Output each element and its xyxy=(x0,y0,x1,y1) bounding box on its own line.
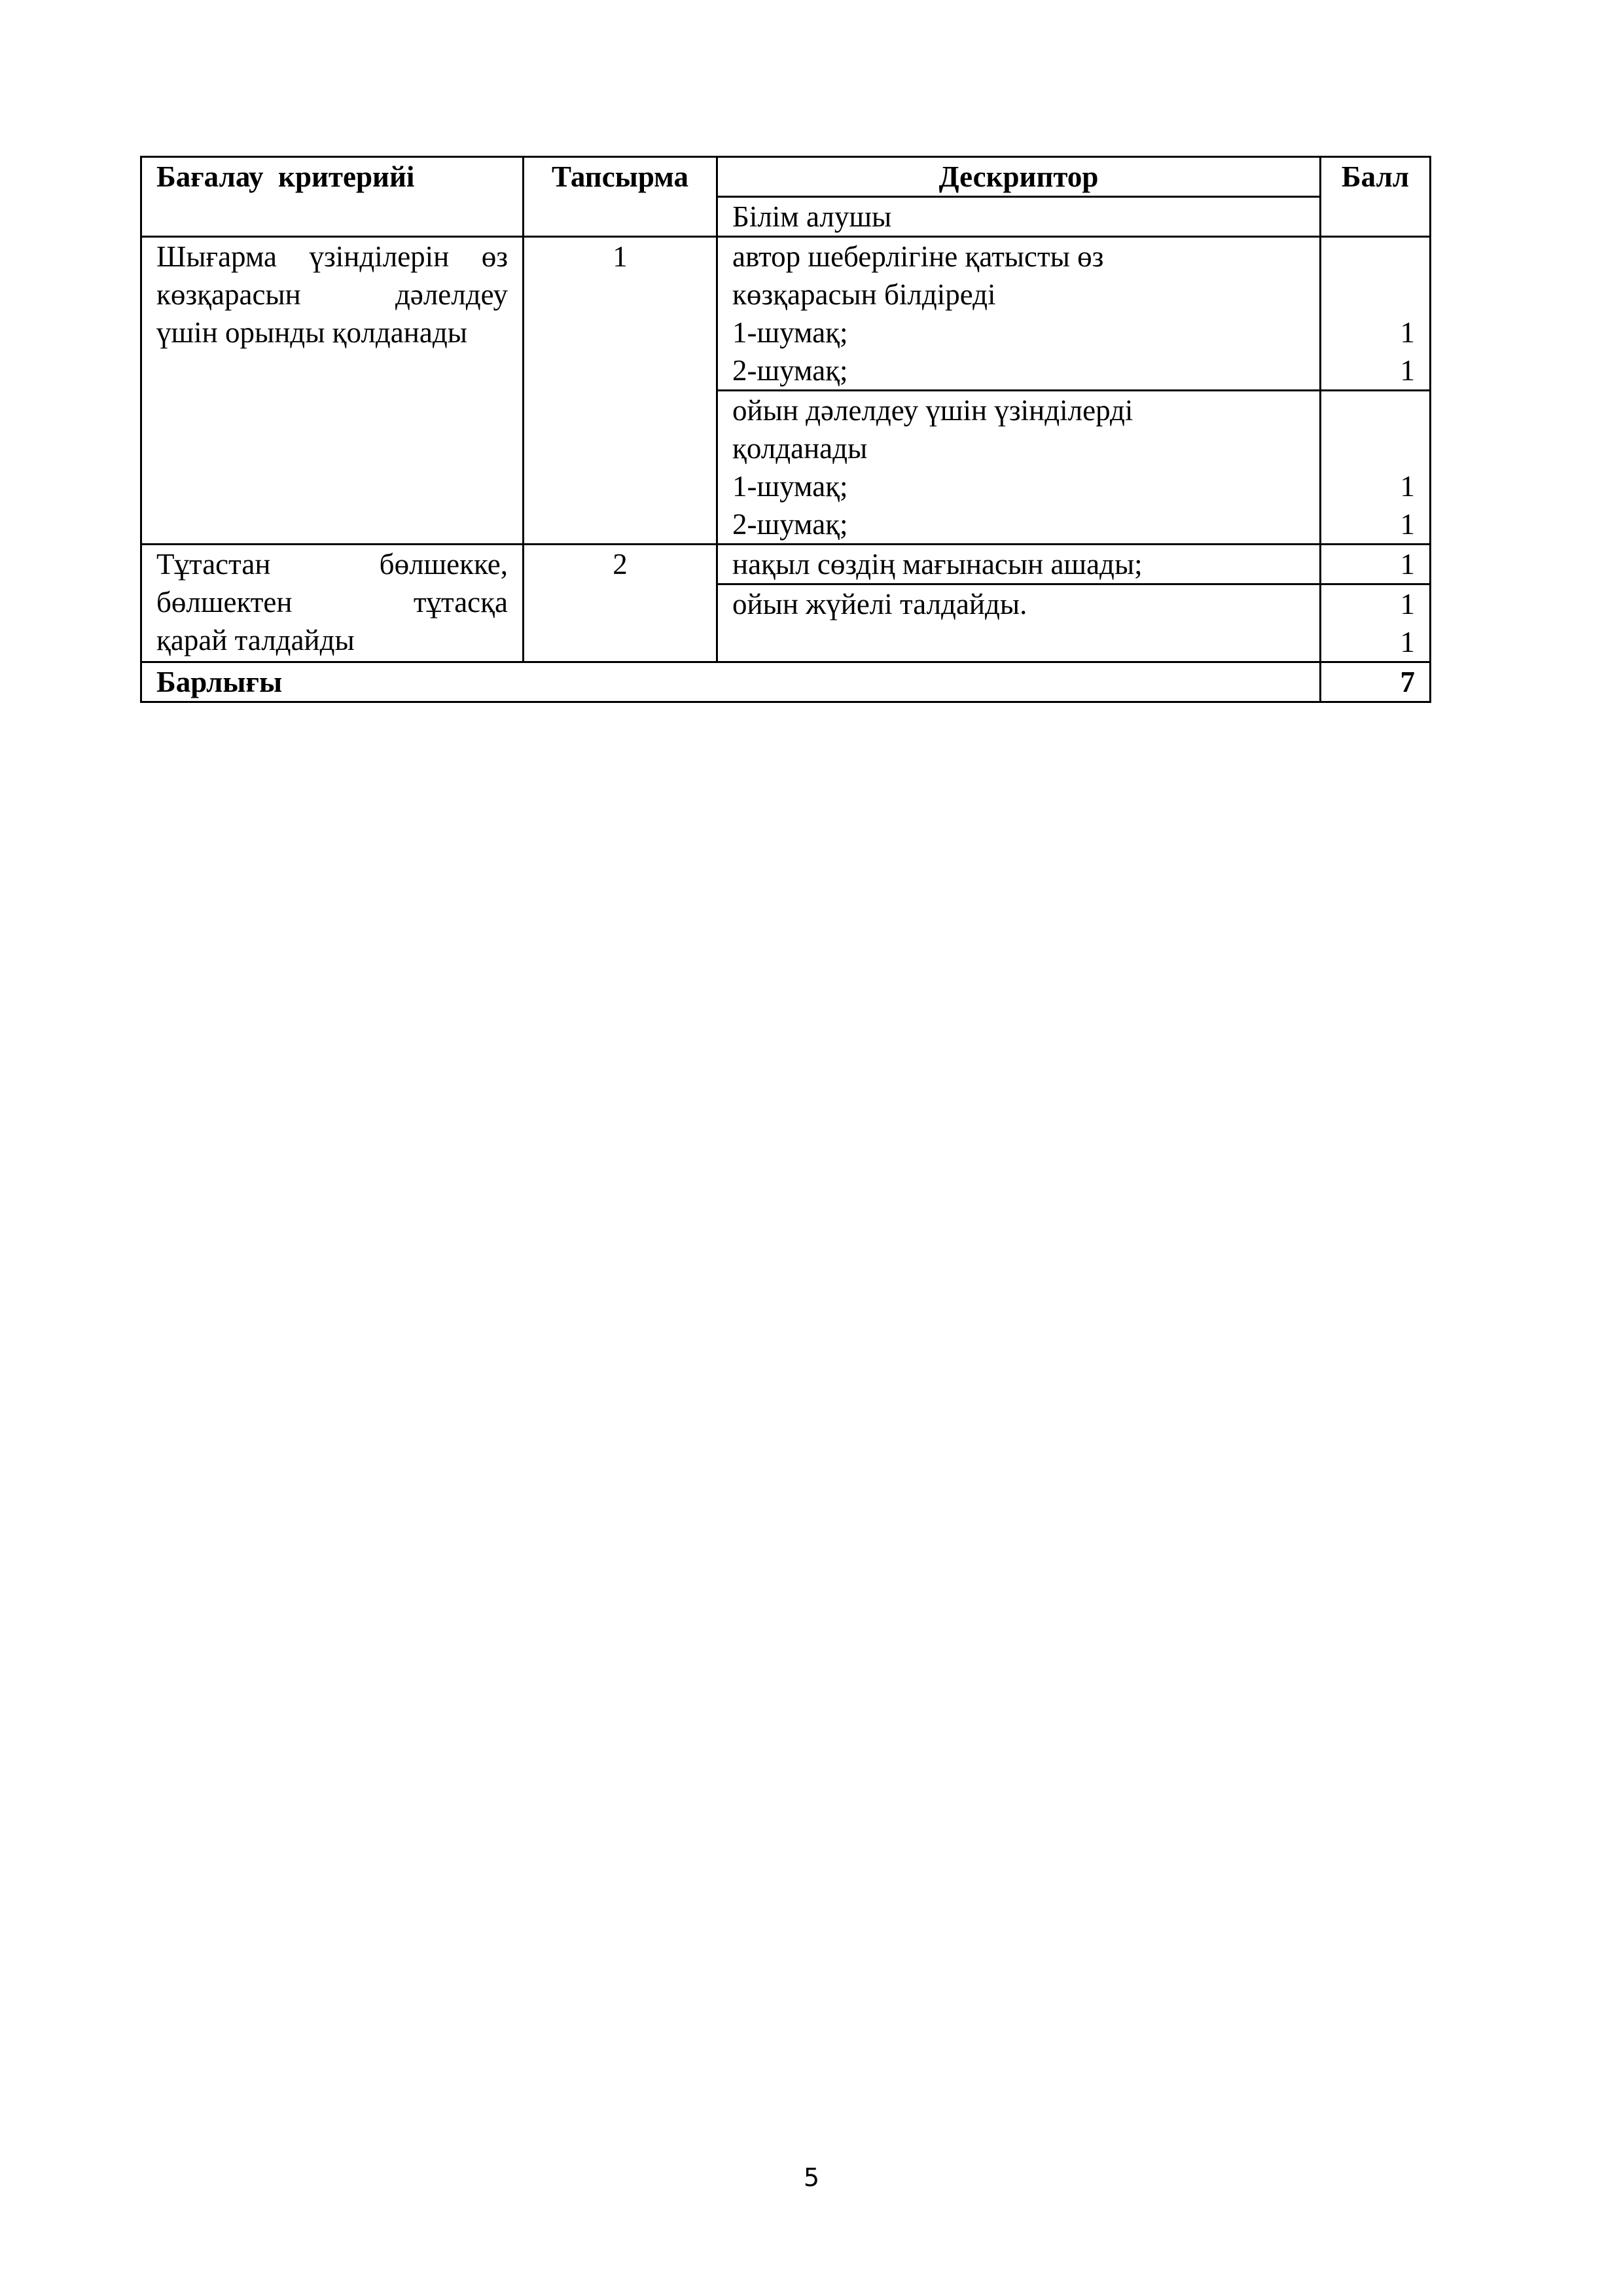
table-row xyxy=(141,545,1431,584)
criterion-line: бөлшектен тұтасқа xyxy=(156,586,508,619)
score-line xyxy=(1336,429,1415,467)
descriptor-line: 2-шумақ; xyxy=(732,354,848,387)
score-line: 1 xyxy=(1400,588,1415,620)
task-cell: 1 xyxy=(524,237,717,545)
descriptor-line: көзқарасын білдіреді xyxy=(732,278,996,311)
descriptor-line: қолданады xyxy=(732,432,868,465)
score-line: 1 xyxy=(1400,626,1415,658)
descriptor-line: автор шеберлігіне қатысты өз xyxy=(732,240,1104,273)
assessment-table xyxy=(140,156,1431,703)
descriptor-line: ойын дәлелдеу үшін үзінділерді xyxy=(732,394,1133,427)
descriptor-line: 2-шумақ; xyxy=(732,508,848,541)
descriptor-line: нақыл сөздің мағынасын ашады; xyxy=(732,548,1143,581)
descriptor-cell xyxy=(717,545,1321,584)
header-task: Тапсырма xyxy=(524,157,717,237)
header-score: Балл xyxy=(1321,157,1431,237)
score-cell xyxy=(1321,584,1431,662)
criterion-line: көзқарасын дәлелдеу xyxy=(156,278,508,311)
total-label: Барлығы xyxy=(141,662,1321,702)
descriptor-line: 1-шумақ; xyxy=(732,316,848,349)
score-line xyxy=(1336,391,1415,429)
header-descriptor-sub: Білім алушы xyxy=(717,197,1321,237)
header-criterion: Бағалау критерийі xyxy=(141,157,524,237)
score-cell xyxy=(1321,237,1431,391)
descriptor-line: 1-шумақ; xyxy=(732,470,848,503)
task-cell: 2 xyxy=(524,545,717,662)
total-row xyxy=(141,662,1431,702)
descriptor-cell xyxy=(717,391,1321,545)
score-line: 1 xyxy=(1400,470,1415,503)
criterion-line: үшін орынды қолданады xyxy=(156,316,467,349)
descriptor-cell xyxy=(717,237,1321,391)
criterion-cell xyxy=(141,237,524,545)
page-number: 5 xyxy=(803,2163,820,2192)
criterion-line: Тұтастан бөлшекке, xyxy=(156,548,508,581)
score-line: 1 xyxy=(1400,316,1415,349)
header-descriptor: Дескриптор xyxy=(717,157,1321,197)
header-row xyxy=(141,157,1431,197)
score-line: 1 xyxy=(1400,354,1415,387)
score-cell xyxy=(1321,391,1431,545)
criterion-cell xyxy=(141,545,524,662)
score-line xyxy=(1336,276,1415,314)
criterion-line: Шығарма үзінділерін өз xyxy=(156,240,508,273)
total-score: 7 xyxy=(1321,662,1431,702)
descriptor-cell xyxy=(717,584,1321,662)
criterion-line: қарай талдайды xyxy=(156,624,355,656)
score-line: 1 xyxy=(1400,548,1415,581)
score-line: 1 xyxy=(1400,508,1415,541)
table-row xyxy=(141,237,1431,391)
score-cell xyxy=(1321,545,1431,584)
score-line xyxy=(1336,238,1415,276)
descriptor-line: ойын жүйелі талдайды. xyxy=(732,588,1027,620)
